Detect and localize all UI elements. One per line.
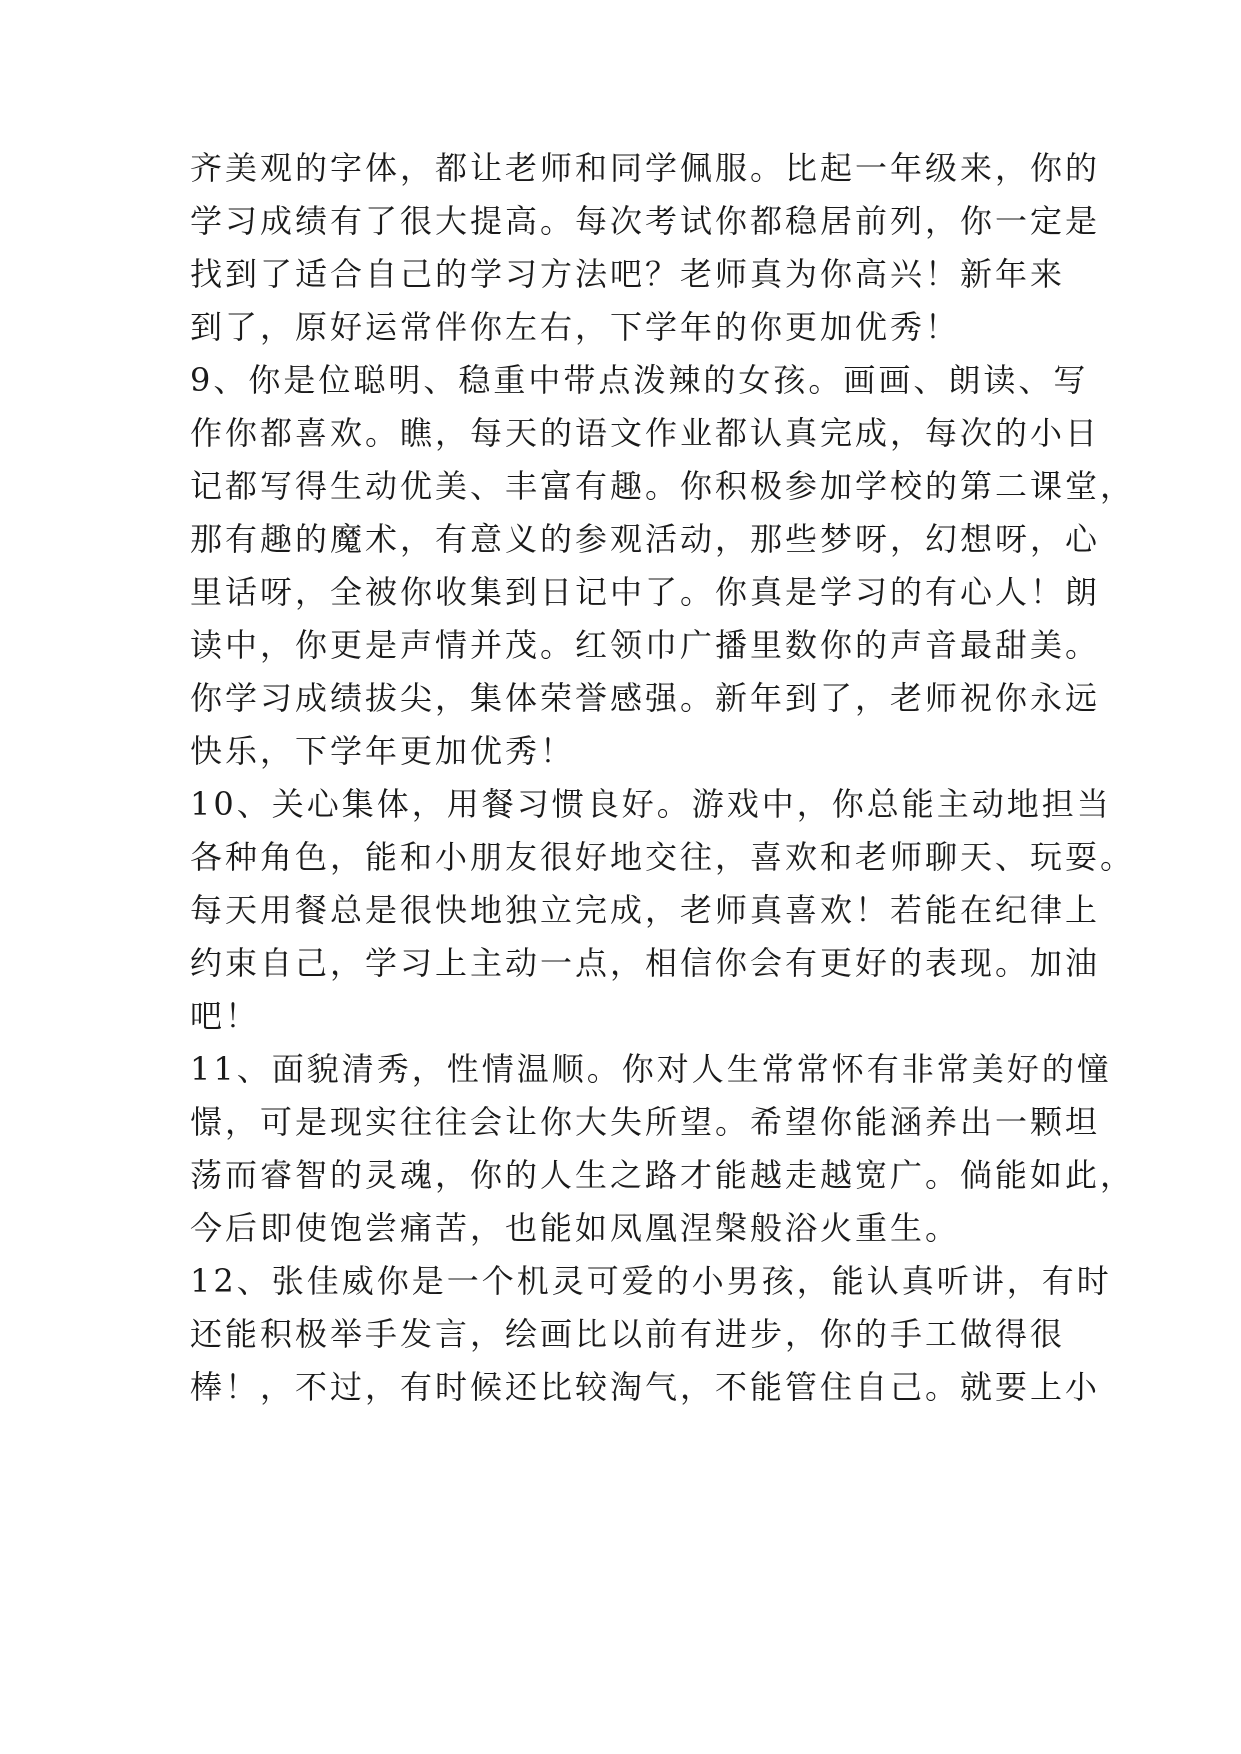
text-line: 10、关心集体，用餐习惯良好。游戏中，你总能主动地担当 <box>190 785 1112 823</box>
text-line: 读中，你更是声情并茂。红领巾广播里数你的声音最甜美。 <box>190 626 1101 664</box>
text-line: 记都写得生动优美、丰富有趣。你积极参加学校的第二课堂， <box>190 467 1136 505</box>
text-line: 还能积极举手发言，绘画比以前有进步，你的手工做得很 <box>190 1315 1066 1353</box>
text-line: 9、你是位聪明、稳重中带点泼辣的女孩。画画、朗读、写 <box>190 361 1089 399</box>
text-line: 你学习成绩拔尖，集体荣誉感强。新年到了，老师祝你永远 <box>190 679 1101 717</box>
text-line: 今后即使饱尝痛苦，也能如凤凰涅槃般浴火重生。 <box>190 1209 961 1247</box>
text-line: 吧！ <box>190 997 261 1035</box>
text-line: 每天用餐总是很快地独立完成，老师真喜欢！若能在纪律上 <box>190 891 1101 929</box>
text-line: 12、张佳威你是一个机灵可爱的小男孩，能认真听讲，有时 <box>190 1262 1112 1300</box>
text-line: 齐美观的字体，都让老师和同学佩服。比起一年级来，你的 <box>190 149 1101 187</box>
text-line: 那有趣的魔术，有意义的参观活动，那些梦呀，幻想呀，心 <box>190 520 1101 558</box>
text-line: 棒！，不过，有时候还比较淘气，不能管住自己。就要上小 <box>190 1368 1101 1406</box>
text-line: 学习成绩有了很大提高。每次考试你都稳居前列，你一定是 <box>190 202 1101 240</box>
text-line: 11、面貌清秀，性情温顺。你对人生常常怀有非常美好的憧 <box>190 1050 1112 1088</box>
text-line: 找到了适合自己的学习方法吧？老师真为你高兴！新年来 <box>190 255 1066 293</box>
text-line: 里话呀，全被你收集到日记中了。你真是学习的有心人！朗 <box>190 573 1101 611</box>
text-line: 憬，可是现实往往会让你大失所望。希望你能涵养出一颗坦 <box>190 1103 1101 1141</box>
text-line: 作你都喜欢。瞧，每天的语文作业都认真完成，每次的小日 <box>190 414 1101 452</box>
text-line: 约束自己，学习上主动一点，相信你会有更好的表现。加油 <box>190 944 1101 982</box>
text-line: 各种角色，能和小朋友很好地交往，喜欢和老师聊天、玩耍。 <box>190 838 1136 876</box>
text-line: 荡而睿智的灵魂，你的人生之路才能越走越宽广。倘能如此， <box>190 1156 1136 1194</box>
text-line: 到了，原好运常伴你左右，下学年的你更加优秀！ <box>190 308 961 346</box>
text-line: 快乐，下学年更加优秀！ <box>190 732 576 770</box>
